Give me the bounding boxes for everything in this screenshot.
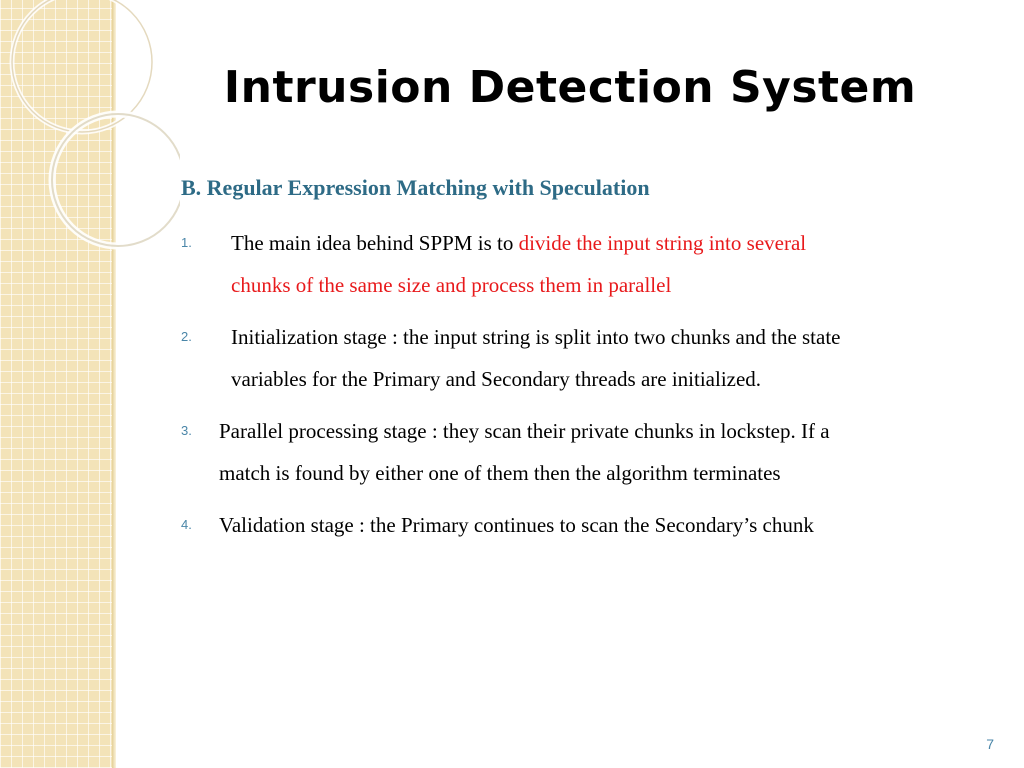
list-item [181,410,999,494]
highlighted-text: chunks of the same size and process them in parallel [231,273,672,297]
page-number: 7 [986,736,994,752]
section-subheading: B. Regular Expression Matching with Speculation [181,175,650,200]
slide-title: Intrusion Detection System [223,62,917,113]
decorative-rings-graphic [0,0,180,260]
list-item [181,316,991,400]
list-item [181,504,999,546]
list-number: 2. [181,329,192,344]
list-item-plain-text: The main idea behind SPPM is to [231,231,519,255]
list-number: 1. [181,235,192,250]
list-item-text-line: Parallel processing stage : they scan their private chunks in lockstep. If a [219,419,830,443]
list-item [181,222,951,306]
list-item-text-line: Initialization stage : the input string is split into two chunks and the state [231,325,841,349]
list-item-text-line: variables for the Primary and Secondary threads are initialized. [231,367,762,391]
list-number: 3. [181,423,192,438]
list-number: 4. [181,517,192,532]
highlighted-text: divide the input string into several [518,231,807,255]
list-item-text [231,222,951,264]
list-item-text-line: Validation stage : the Primary continues to scan the Secondary’s chunk [219,513,814,537]
list-item-text-line: match is found by either one of them then the algorithm terminates [219,461,781,485]
